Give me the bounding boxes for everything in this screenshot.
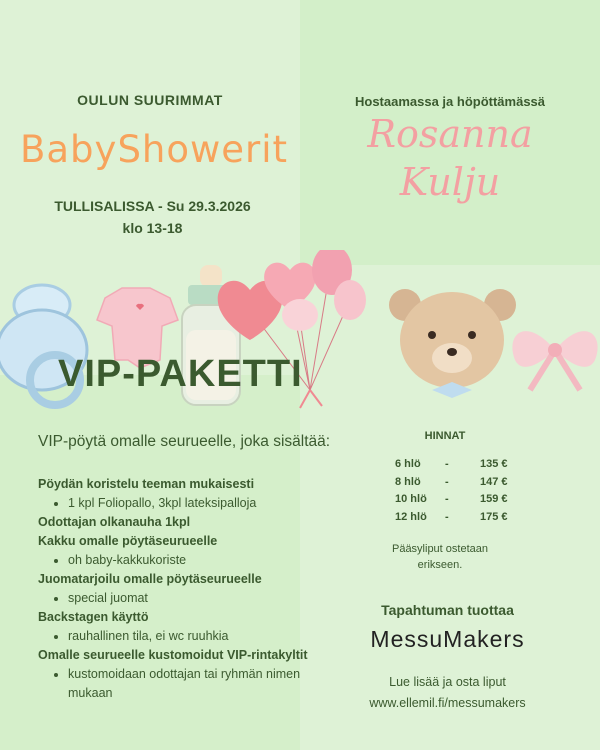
price-note-line2: erikseen. bbox=[417, 559, 463, 571]
event-title: BabyShowerit bbox=[20, 128, 289, 171]
item-bullet: • rauhallinen tila, ei wc ruuhkia bbox=[68, 627, 338, 646]
package-items bbox=[38, 475, 338, 703]
price-row bbox=[395, 493, 525, 511]
package-intro: VIP-pöytä omalle seurueelle, joka sisältää: bbox=[38, 433, 331, 450]
host-name-first: Rosanna bbox=[367, 112, 533, 156]
price-dash: - bbox=[445, 493, 449, 505]
price-value: 135 € bbox=[480, 458, 508, 470]
more-info-text: Lue lisää ja osta liput bbox=[389, 675, 506, 689]
producer-logo: MessuMakers bbox=[370, 626, 525, 652]
price-size: 8 hlö bbox=[395, 475, 421, 488]
venue-date: TULLISALISSA - Su 29.3.2026 bbox=[54, 198, 251, 214]
price-row bbox=[395, 511, 525, 529]
event-time: klo 13-18 bbox=[122, 220, 183, 236]
price-row bbox=[395, 458, 525, 476]
price-table bbox=[395, 458, 525, 528]
bow-icon bbox=[512, 331, 597, 390]
prices-heading: HINNAT bbox=[424, 430, 466, 442]
producer-label: Tapahtuman tuottaa bbox=[381, 602, 514, 618]
baby-illustrations bbox=[0, 250, 600, 430]
price-dash: - bbox=[445, 458, 449, 470]
price-size: 6 hlö bbox=[395, 458, 421, 470]
price-value: 147 € bbox=[480, 475, 508, 488]
item-heading: Pöydän koristelu teeman mukaisesti bbox=[38, 477, 255, 491]
item-heading: Kakku omalle pöytäseurueelle bbox=[38, 534, 218, 548]
package-title: VIP-PAKETTI bbox=[58, 353, 303, 395]
item-bullet: • 1 kpl Foliopallo, 3kpl lateksipalloja bbox=[68, 494, 338, 513]
item-bullet: • kustomoidaan odottajan tai ryhmän nimen mukaan bbox=[68, 665, 338, 703]
price-value: 159 € bbox=[480, 493, 508, 505]
host-line: Hostaamassa ja höpöttämässä bbox=[354, 94, 546, 109]
price-value: 175 € bbox=[480, 510, 508, 523]
price-size: 10 hlö bbox=[395, 493, 427, 505]
overline: OULUN SUURIMMAT bbox=[77, 92, 223, 108]
website-link[interactable]: www.ellemil.fi/messumakers bbox=[369, 696, 526, 710]
price-row bbox=[395, 476, 525, 494]
item-heading: Backstagen käyttö bbox=[38, 610, 149, 624]
price-dash: - bbox=[445, 475, 449, 488]
price-dash: - bbox=[445, 510, 449, 523]
host-name-last: Kulju bbox=[399, 160, 501, 204]
price-note-line1: Pääsyliput ostetaan bbox=[391, 543, 488, 555]
teddy-bear-icon bbox=[389, 289, 516, 398]
price-size: 12 hlö bbox=[395, 510, 427, 523]
item-bullet: • oh baby-kakkukoriste bbox=[68, 551, 338, 570]
item-heading: Odottajan olkanauha 1kpl bbox=[38, 515, 191, 529]
item-heading: Omalle seurueelle kustomoidut VIP-rintakyltit bbox=[38, 648, 308, 662]
item-heading: Juomatarjoilu omalle pöytäseurueelle bbox=[38, 572, 262, 586]
item-bullet: • special juomat bbox=[68, 589, 338, 608]
